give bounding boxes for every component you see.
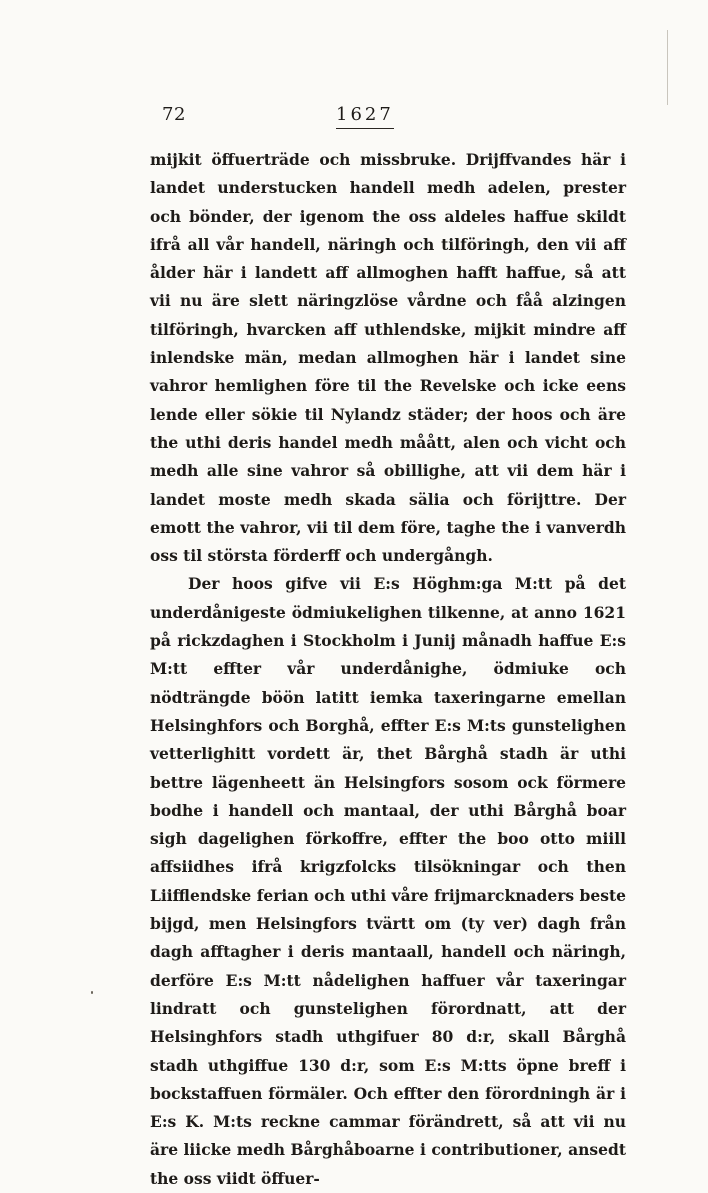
page-header	[150, 100, 626, 136]
paragraph-2: Der hoos gifve vii E:s Höghm:ga M:tt på det underdånigeste ödmiukelighen tilkenne, at anno 1621 på rickzdaghen i Stockholm i Junij månadh haffue E:s M:tt effter vår underdånighe, ödmiuke och nödträngde böön latitt iemka taxeringarne emellan Helsinghfors och Borghå, effter E:s M:ts gunstelighen vetterlighitt vordett är, thet Bårghå stadh är uthi bettre lägenheett än Helsingfors sosom ock förmere bodhe i handell och mantaal, der uthi Bårghå boar sigh dagelighen förkoffre, effter the boo otto miill affsiidhes ifrå krigzfolcks tilsökningar och then Liifflendske ferian och uthi våre frijmarcknaders beste bijgd, men Helsingfors tvärtt om (ty ver) dagh från dagh afftagher i deris mantaall, handell och näringh, derföre E:s M:tt nådelighen haffuer vår taxeringar lindratt och gunstelighen förordnatt, att der Helsinghfors stadh uthgifuer 80 d:r, skall Bårghå stadh uthgiffue 130 d:r, som E:s M:tts öpne breff i bockstaffuen förmäler. Och effter den förordningh är i E:s K. M:ts reckne cammar förändrett, så att vii nu äre liicke medh Bårghåboarne i contributioner, ansedt the oss viidt öffuer-	[150, 574, 626, 1188]
scan-edge-line	[667, 30, 668, 105]
page-number: 72	[162, 104, 186, 125]
running-head-year: 1627	[336, 104, 394, 129]
paragraph-1: mijkit öffuerträde och missbruke. Drijffvandes här i landet understucken handell medh adelen, prester och bönder, der igenom the oss aldeles haffue skildt ifrå all vår handell, näringh och tilföringh, den vii aff ålder här i landett aff allmoghen hafft haffue, så att vii nu äre slett näringzlöse vårdne och fåå alzingen tilföringh, hvarcken aff uthlendske, mijkit mindre aff inlendske män, medan allmoghen här i landet sine vahror hemlighen före til the Revelske och icke eens lende eller sökie til Nylandz städer; der hoos och äre the uthi deris handel medh måått, alen och vicht och medh alle sine vahror så obillighe, att vii dem här i landet moste medh skada sälia och förijttre. Der emott the vahror, vii til dem före, taghe the i vanverdh oss til största förderff och undergångh.	[150, 150, 626, 566]
scan-speck	[91, 991, 93, 994]
body-text	[150, 146, 626, 1193]
book-page	[150, 100, 626, 1193]
